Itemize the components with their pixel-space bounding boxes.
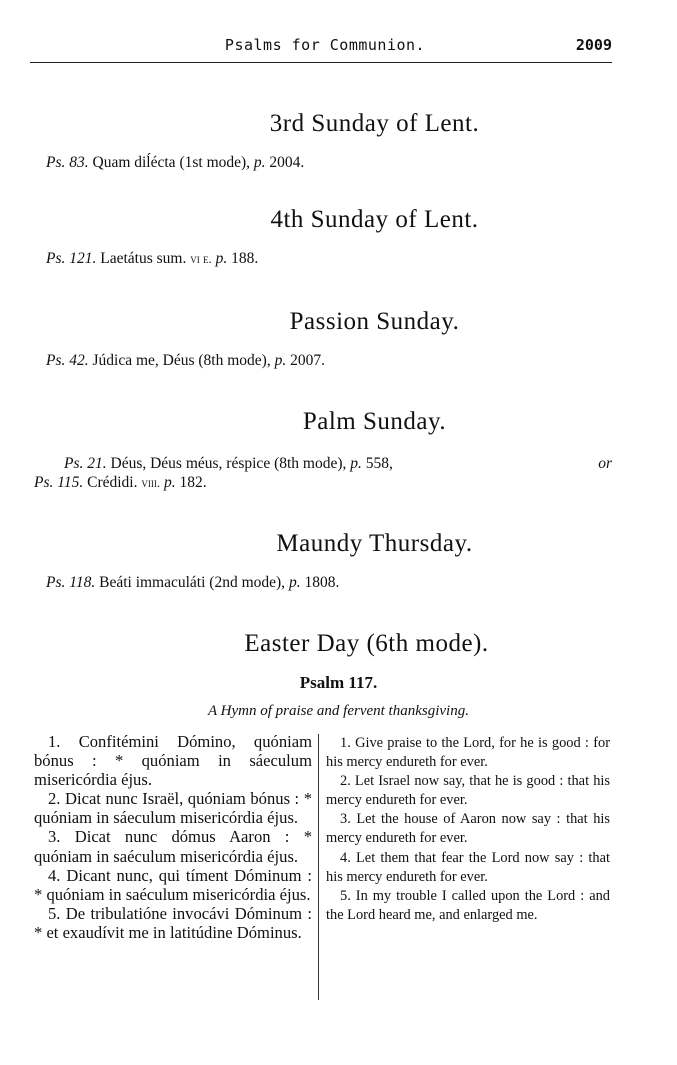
english-verse: 3. Let the house of Aaron now say : that his mercy endureth for ever. — [326, 811, 610, 847]
latin-verse: 4. Dicant nunc, qui tíment Dóminum : * quóniam in saéculum misericórdia éjus. — [34, 865, 312, 904]
running-title: Psalms for Communion. — [224, 36, 426, 54]
page-label: p. — [215, 250, 228, 267]
latin-column — [34, 732, 312, 942]
psalm-entry-line-1 — [64, 455, 612, 473]
latin-verse: 2. Dicat nunc Israël, quóniam bónus : * quóniam in sáeculum misericórdia éjus. — [34, 789, 312, 828]
ps-number: 21. — [87, 455, 107, 472]
entry-text: Laetátus sum. — [100, 250, 187, 267]
english-column — [326, 734, 610, 925]
ps-number: 115. — [57, 474, 84, 491]
english-verse: 4. Let them that fear the Lord now say : that his mercy endureth for ever. — [326, 849, 610, 885]
page-ref: 182. — [179, 474, 207, 491]
english-verse: 2. Let Israel now say, that he is good : that his mercy endureth for ever. — [326, 773, 610, 809]
ps-label: Ps. — [64, 455, 84, 472]
ps-number: 121. — [69, 250, 97, 267]
ps-label: Ps. — [46, 250, 66, 267]
page-label: p. — [350, 455, 362, 472]
psalm-title: Psalm 117. — [299, 673, 378, 692]
page-label: p. — [253, 154, 266, 171]
page-ref: 2007. — [290, 352, 325, 369]
entry-text: Crédidi. — [87, 474, 138, 491]
page-label: p. — [288, 574, 301, 591]
or-word: or — [598, 455, 612, 472]
ps-number: 118. — [69, 574, 96, 591]
page-ref: 2004. — [269, 154, 305, 171]
english-verse: 1. Give praise to the Lord, for he is good : for his mercy endureth for ever. — [326, 735, 610, 771]
latin-verse: 5. De tribulatióne invocávi Dóminum : * et exaudívit me in latitúdine Dóminus. — [34, 903, 312, 942]
page-label: p. — [163, 474, 176, 491]
running-header — [30, 36, 620, 58]
psalm-entry — [46, 154, 304, 172]
ps-number: 83. — [69, 154, 89, 171]
ps-label: Ps. — [46, 352, 66, 369]
psalm-entry — [46, 574, 339, 592]
ps-label: Ps. — [34, 474, 54, 491]
section-heading-4th-sunday-lent: 4th Sunday of Lent. — [270, 206, 479, 233]
page-ref: 1808. — [304, 574, 340, 591]
page-ref: 558, — [365, 455, 393, 472]
entry-text: Júdica me, Déus (8th mode), — [92, 352, 271, 369]
ps-label: Ps. — [46, 574, 66, 591]
psalm-entry — [46, 352, 325, 370]
section-heading-palm-sunday: Palm Sunday. — [302, 408, 447, 435]
tone-label: viii. — [141, 475, 161, 490]
tone-label: vi e. — [190, 251, 212, 266]
page-ref: 188. — [231, 250, 259, 267]
ps-number: 42. — [69, 352, 89, 369]
english-verse: 5. In my trouble I called upon the Lord : and the Lord heard me, and enlarged me. — [326, 887, 610, 923]
section-heading-easter-day: Easter Day (6th mode). — [244, 630, 489, 657]
latin-verse: 3. Dicat nunc dómus Aaron : * quóniam in saéculum misericórdia éjus. — [34, 827, 312, 866]
page-number: 2009 — [575, 36, 612, 54]
ps-label: Ps. — [46, 154, 66, 171]
column-divider — [318, 734, 319, 1000]
section-heading-3rd-sunday-lent: 3rd Sunday of Lent. — [269, 110, 480, 137]
section-heading-passion-sunday: Passion Sunday. — [289, 308, 460, 335]
entry-text: Déus, Déus méus, réspice (8th mode), — [110, 455, 347, 472]
latin-verse: 1. Confitémini Dómino, quóniam bónus : * quóniam in sáeculum misericórdia éjus. — [34, 732, 312, 790]
page-label: p. — [274, 352, 287, 369]
psalm-entry — [46, 250, 258, 268]
psalm-entry-line-2 — [34, 474, 207, 492]
psalm-subtitle: A Hymn of praise and fervent thanksgiving. — [208, 703, 469, 719]
entry-text: Beáti immaculáti (2nd mode), — [99, 574, 286, 591]
section-heading-maundy-thursday: Maundy Thursday. — [276, 530, 473, 557]
entry-text: Quam diĺécta (1st mode), — [92, 154, 251, 171]
header-rule — [30, 62, 612, 63]
